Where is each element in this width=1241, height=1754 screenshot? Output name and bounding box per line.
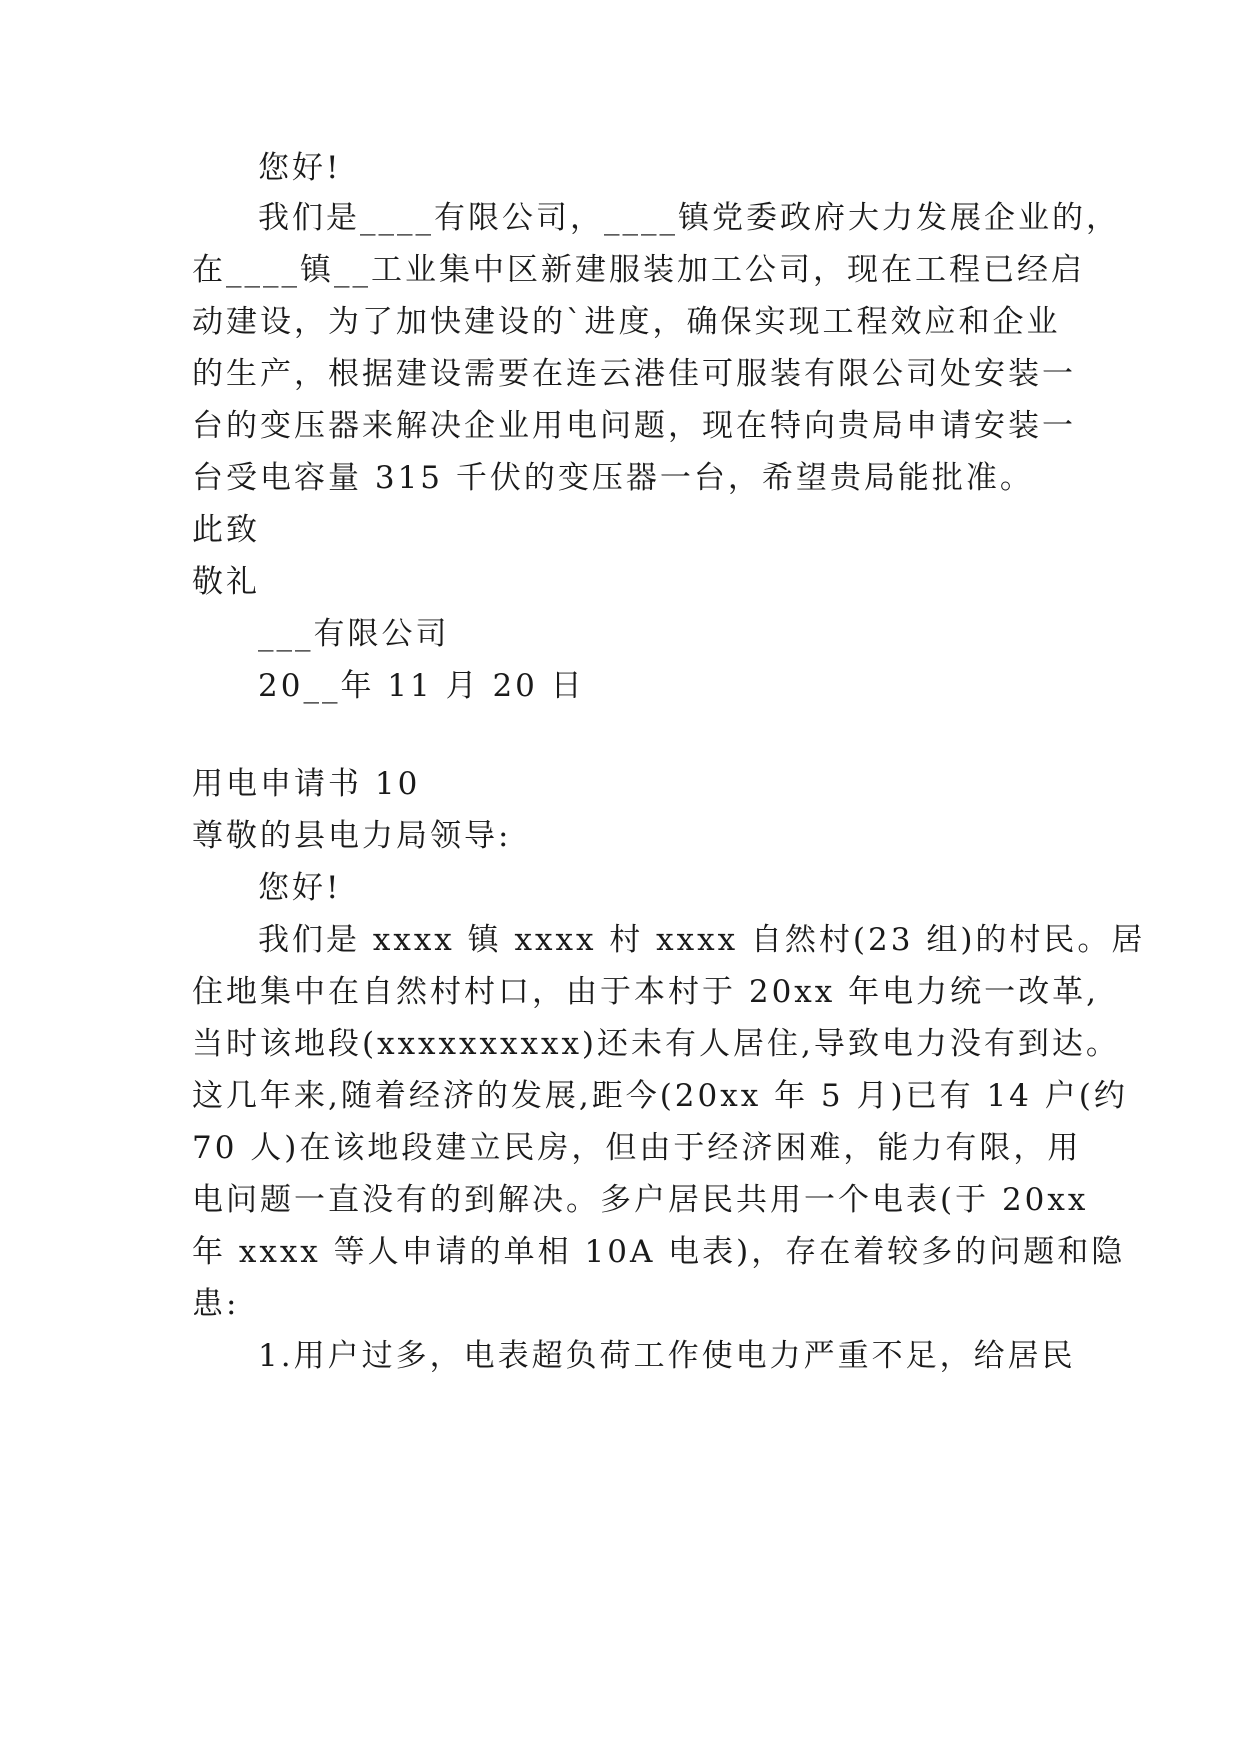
letter2-body-line-2: 住地集中在自然村村口，由于本村于 20xx 年电力统一改革,: [192, 974, 1099, 1010]
list-item-1: 1.用户过多，电表超负荷工作使电力严重不足，给居民: [258, 1338, 1076, 1374]
letter2-body-line-8: 患:: [192, 1286, 240, 1322]
section-title: 用电申请书 10: [192, 766, 421, 802]
letter1-body-line-3: 动建设，为了加快建设的`进度，确保实现工程效应和企业: [192, 304, 1061, 340]
letter2-body-line-5: 70 人)在该地段建立民房，但由于经济困难，能力有限，用: [192, 1130, 1082, 1166]
closing-ci-zhi: 此致: [192, 512, 260, 548]
letter2-body-line-3: 当时该地段(xxxxxxxxxx)还未有人居住,导致电力没有到达。: [192, 1026, 1120, 1062]
letter1-body-line-5: 台的变压器来解决企业用电问题，现在特向贵局申请安装一: [192, 408, 1076, 444]
letter1-body-line-2: 在____镇__工业集中区新建服装加工公司，现在工程已经启: [192, 252, 1085, 288]
signature-date: 20__年 11 月 20 日: [258, 668, 585, 704]
signature-company: ___有限公司: [258, 616, 450, 652]
greeting-1: 您好!: [258, 150, 342, 186]
letter2-body-line-6: 电问题一直没有的到解决。多户居民共用一个电表(于 20xx: [192, 1182, 1089, 1218]
letter2-body-line-4: 这几年来,随着经济的发展,距今(20xx 年 5 月)已有 14 户(约: [192, 1078, 1128, 1114]
letter1-body-line-1: 我们是____有限公司，____镇党委政府大力发展企业的，: [258, 200, 1120, 236]
letter2-body-line-7: 年 xxxx 等人申请的单相 10A 电表)，存在着较多的问题和隐: [192, 1234, 1126, 1270]
greeting-2: 您好!: [258, 870, 342, 906]
letter2-body-line-1: 我们是 xxxx 镇 xxxx 村 xxxx 自然村(23 组)的村民。居: [258, 922, 1146, 958]
letter1-body-line-4: 的生产，根据建设需要在连云港佳可服装有限公司处安装一: [192, 356, 1076, 392]
closing-jing-li: 敬礼: [192, 564, 260, 600]
salutation: 尊敬的县电力局领导:: [192, 818, 512, 854]
letter1-body-line-6: 台受电容量 315 千伏的变压器一台，希望贵局能批准。: [192, 460, 1034, 496]
